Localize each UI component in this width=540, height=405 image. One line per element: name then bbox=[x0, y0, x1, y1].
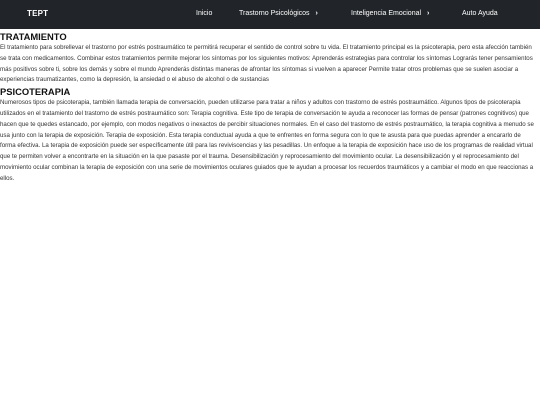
section-tratamiento bbox=[0, 31, 540, 86]
chevron-right-icon: › bbox=[427, 9, 430, 18]
nav-item-autoayuda[interactable] bbox=[462, 10, 498, 17]
brand-logo[interactable]: TEPT bbox=[27, 9, 49, 18]
nav-item-inteligencia[interactable] bbox=[351, 10, 429, 17]
section-heading: PSICOTERAPIA bbox=[0, 86, 71, 98]
nav-item-label: Trastorno Psicológicos bbox=[239, 10, 310, 17]
nav-item-inicio[interactable] bbox=[196, 10, 212, 17]
chevron-right-icon: › bbox=[315, 9, 318, 18]
nav-item-trastornos[interactable] bbox=[239, 10, 318, 17]
nav-item-label: Inteligencia Emocional bbox=[351, 10, 422, 17]
section-body: El tratamiento para sobrellevar el trastorno por estrés postraumático te permitirá recuperar el sentido de control sobre tu vida. El tratamiento principal es la psicoterapia, pero esta afección también se trata con medicamentos. Combinar estos tratamientos permite mejorar los síntomas por los siguientes motivos: Aprenderás estrategias para controlar los síntomas Lograrás tener pensamientos más positivos sobre ti, sobre los demás y sobre el mundo Aprenderás distintas maneras de afrontar los síntomas si vuelven a aparecer Permite tratar otros problemas que se suelen asociar a experiencias traumatizantes, como la depresión, la ansiedad o el abuso de alcohol o de sustancias bbox=[0, 44, 533, 84]
nav-item-label: Inicio bbox=[196, 10, 213, 17]
top-navbar bbox=[0, 0, 540, 29]
section-heading: TRATAMIENTO bbox=[0, 31, 67, 42]
main-content bbox=[0, 31, 540, 185]
nav-item-label: Auto Ayuda bbox=[462, 10, 498, 17]
section-psicoterapia bbox=[0, 86, 540, 184]
section-body: Numerosos tipos de psicoterapia, también llamada terapia de conversación, pueden utilizarse para tratar a niños y adultos con trastorno de estrés postraumático. Algunos tipos de psicoterapia utilizados en el tratamiento del trastorno de estrés postraumático son: Terapia cognitiva. Este tipo de terapia de conversación te ayuda a reconocer las formas de pensar (patrones cognitivos) que hacen que te quedes estancado, por ejemplo, con modos negativos o inexactos de percibir situaciones normales. En el caso del trastorno de estrés postraumático, la terapia cognitiva a menudo se usa junto con la terapia de exposición. Terapia de exposición. Esta terapia conductual ayuda a que te enfrentes en forma segura con lo que te asusta para que puedas aprender a encararlo de forma efectiva. La terapia de exposición puede ser específicamente útil para las reviviscencias y las pesadillas. Un enfoque a la terapia de exposición hace uso de los programas de realidad virtual que te permiten volver a encontrarte en la situación en la que pasaste por el trauma. Desensibilización y reprocesamiento del movimiento ocular. La desensibilización y el reprocesamiento del movimiento ocular combinan la terapia de exposición con una serie de movimientos oculares guiados que te ayudan a procesar los recuerdos traumáticos y a cambiar el modo en que reaccionas a ellos. bbox=[0, 99, 534, 182]
